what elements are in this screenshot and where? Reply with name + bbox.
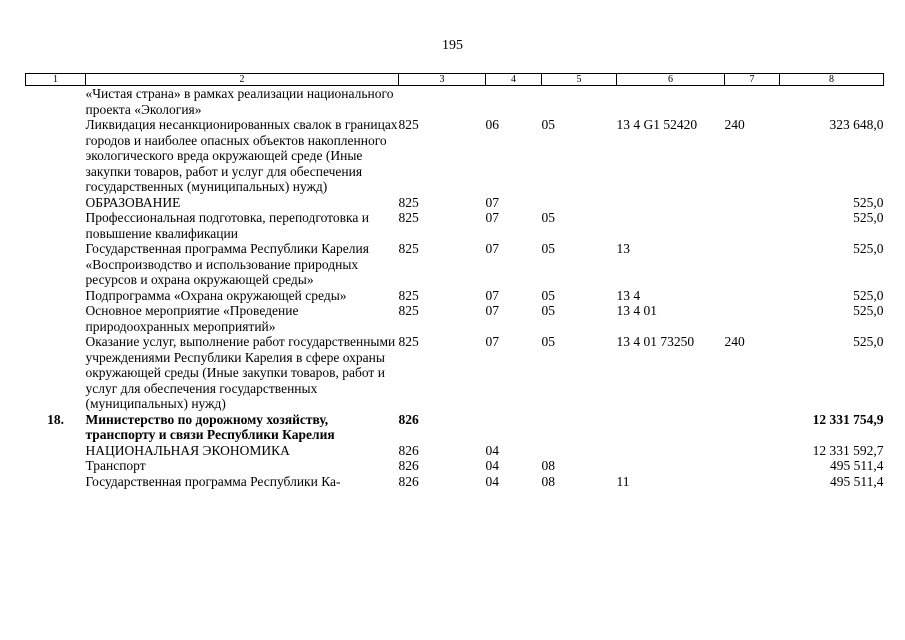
subsection-code-cell	[542, 195, 617, 211]
amount-cell: 525,0	[853, 241, 884, 256]
target-article-cell	[617, 195, 725, 211]
table-row	[26, 303, 884, 334]
target-article-cell	[617, 412, 725, 443]
column-header: 7	[725, 74, 780, 86]
amount-cell: 12 331 592,7	[812, 442, 884, 458]
budget-table	[25, 73, 884, 489]
description-cell: ОБРАЗОВАНИЕ	[85, 194, 181, 210]
section-code-cell: 07	[485, 194, 499, 210]
section-code-cell: 04	[485, 473, 499, 489]
description-cell: Транспорт	[85, 458, 146, 473]
ministry-code-cell: 825	[398, 117, 419, 132]
subsection-code-cell: 05	[541, 210, 555, 225]
amount-cell: 12 331 754,9	[812, 411, 884, 427]
column-header: 2	[86, 74, 399, 86]
row-number-cell	[26, 334, 86, 412]
target-article-cell: 13 4 01	[616, 303, 657, 318]
amount-cell: 323 648,0	[829, 117, 884, 132]
ministry-code-cell: 825	[398, 210, 419, 225]
ministry-code-cell: 825	[398, 334, 419, 349]
section-code-cell: 07	[485, 241, 499, 256]
column-header: 8	[780, 74, 884, 86]
table-row	[26, 443, 884, 459]
section-code-cell: 07	[485, 303, 499, 318]
target-article-cell: 13	[616, 241, 630, 256]
expense-type-cell	[725, 412, 780, 443]
ministry-code-cell: 826	[398, 458, 419, 473]
expense-type-cell	[725, 241, 780, 288]
table-row	[26, 241, 884, 288]
description-cell: «Чистая страна» в рамках реализации национального проекта «Экология»	[85, 86, 394, 117]
column-header: 1	[26, 74, 86, 86]
row-number-cell: 18.	[47, 411, 64, 427]
subsection-code-cell: 05	[541, 334, 555, 349]
column-header: 4	[486, 74, 542, 86]
column-header: 6	[617, 74, 725, 86]
section-code-cell: 04	[485, 442, 499, 458]
subsection-code-cell	[542, 86, 617, 118]
section-code-cell: 06	[485, 117, 499, 132]
table-row	[26, 474, 884, 490]
section-code-cell: 07	[485, 287, 499, 303]
table-row	[26, 117, 884, 195]
table-body	[26, 86, 884, 490]
row-number-cell	[26, 288, 86, 304]
ministry-code-cell: 826	[398, 411, 419, 427]
expense-type-cell	[725, 195, 780, 211]
row-number-cell	[26, 303, 86, 334]
description-cell: Основное мероприятие «Проведение природоохранных мероприятий»	[85, 303, 299, 334]
target-article-cell	[617, 210, 725, 241]
table-row	[26, 86, 884, 118]
subsection-code-cell: 05	[541, 287, 555, 303]
table-row	[26, 412, 884, 443]
expense-type-cell	[725, 303, 780, 334]
amount-cell: 525,0	[853, 334, 884, 349]
amount-cell: 525,0	[853, 287, 884, 303]
table-row	[26, 195, 884, 211]
ministry-code-cell: 826	[398, 442, 419, 458]
section-code-cell	[486, 412, 542, 443]
column-header: 3	[399, 74, 486, 86]
subsection-code-cell	[542, 412, 617, 443]
amount-cell: 525,0	[853, 210, 884, 225]
page-number: 195	[442, 38, 463, 53]
target-article-cell	[617, 443, 725, 459]
section-code-cell: 07	[485, 210, 499, 225]
subsection-code-cell: 05	[541, 303, 555, 318]
row-number-cell	[26, 458, 86, 474]
expense-type-cell	[725, 210, 780, 241]
description-cell: Министерство по дорожному хозяйству, транспорту и связи Республики Карелия	[85, 411, 335, 442]
section-code-cell	[486, 86, 542, 118]
ministry-code-cell: 825	[398, 241, 419, 256]
amount-cell: 495 511,4	[830, 458, 884, 473]
table-row	[26, 334, 884, 412]
row-number-cell	[26, 195, 86, 211]
expense-type-cell: 240	[724, 334, 745, 349]
expense-type-cell	[725, 86, 780, 118]
subsection-code-cell: 08	[541, 458, 555, 473]
section-code-cell: 07	[485, 334, 499, 349]
target-article-cell: 13 4	[616, 287, 641, 303]
target-article-cell: 13 4 G1 52420	[616, 117, 698, 132]
ministry-code-cell	[399, 86, 486, 118]
expense-type-cell: 240	[724, 117, 745, 132]
amount-cell: 525,0	[853, 194, 884, 210]
subsection-code-cell: 08	[541, 473, 555, 489]
subsection-code-cell: 05	[541, 117, 555, 132]
row-number-cell	[26, 443, 86, 459]
table-row	[26, 210, 884, 241]
expense-type-cell	[725, 458, 780, 474]
expense-type-cell	[725, 443, 780, 459]
amount-cell: 525,0	[853, 303, 884, 318]
table-row	[26, 458, 884, 474]
row-number-cell	[26, 86, 86, 118]
ministry-code-cell: 825	[398, 303, 419, 318]
target-article-cell	[617, 458, 725, 474]
row-number-cell	[26, 117, 86, 195]
description-cell: Профессиональная подготовка, переподготовка и повышение квалификации	[85, 210, 369, 241]
column-header: 5	[542, 74, 617, 86]
description-cell: НАЦИОНАЛЬНАЯ ЭКОНОМИКА	[85, 442, 290, 458]
description-cell: Ликвидация несанкционированных свалок в границах городов и наиболее опасных объектов накопленного экологического вреда окружающей среде (Иные закупки товаров, работ и услуг для обеспечения государственных (муниципальных) нужд)	[85, 117, 398, 194]
target-article-cell: 11	[616, 473, 630, 489]
table-row	[26, 288, 884, 304]
target-article-cell	[617, 86, 725, 118]
row-number-cell	[26, 241, 86, 288]
description-cell: Подпрограмма «Охрана окружающей среды»	[85, 287, 347, 303]
subsection-code-cell	[542, 443, 617, 459]
target-article-cell: 13 4 01 73250	[616, 334, 695, 349]
amount-cell: 495 511,4	[830, 473, 884, 489]
ministry-code-cell: 826	[398, 473, 419, 489]
description-cell: Оказание услуг, выполнение работ государственными учреждениями Республики Карелия в сфере охраны окружающей среды (Иные закупки товаров, работ и услуг для обеспечения государственных (муниципальных) нужд)	[85, 334, 396, 411]
ministry-code-cell: 825	[398, 194, 419, 210]
row-number-cell	[26, 474, 86, 490]
amount-cell	[780, 86, 884, 118]
row-number-cell	[26, 210, 86, 241]
description-cell: Государственная программа Республики Карелия «Воспроизводство и использование природных ресурсов и охрана окружающей среды»	[85, 241, 369, 287]
ministry-code-cell: 825	[398, 287, 419, 303]
subsection-code-cell: 05	[541, 241, 555, 256]
expense-type-cell	[725, 288, 780, 304]
column-number-row	[26, 74, 884, 86]
description-cell: Государственная программа Республики Ка-	[85, 473, 341, 489]
section-code-cell: 04	[485, 458, 499, 473]
expense-type-cell	[725, 474, 780, 490]
